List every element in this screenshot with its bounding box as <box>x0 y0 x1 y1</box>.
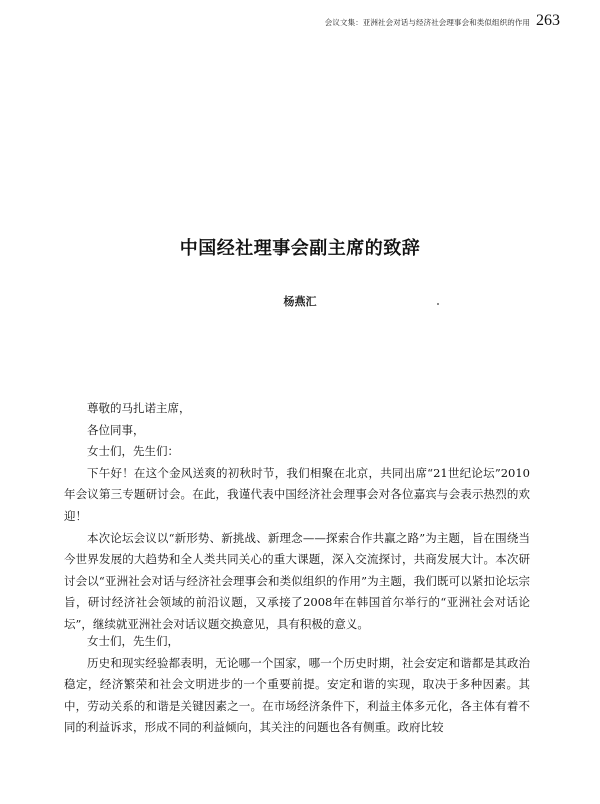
salutation-ladies-gentlemen: 女士们，先生们： <box>87 444 179 459</box>
salutation-colleagues: 各位同事， <box>87 422 145 437</box>
body-block-opening <box>64 398 530 636</box>
salutation-chairman: 尊敬的马扎诺主席， <box>87 401 191 415</box>
running-header <box>286 12 560 34</box>
salutation-ladies-gentlemen-2: 女士们，先生们， <box>87 634 179 648</box>
scan-speck <box>437 303 439 305</box>
page-number: 263 <box>536 12 560 29</box>
paragraph-history: 历史和现实经验都表明，无论哪一个国家，哪一个历史时期，社会安定和谐都是其政治稳定，经济繁荣和社会文明进步的一个重要前提。安定和谐的实现，取决于多种因素。其中，劳动关系的和谐是关键因素之一。在市场经济条件下，利益主体多元化，各主体有着不同的利益诉求，形成不同的利益倾向，其关注的问题也各有侧重。政府比较 <box>64 655 530 735</box>
article-title: 中国经社理事会副主席的致辞 <box>179 238 421 259</box>
author-name: 杨燕汇 <box>283 295 317 308</box>
paragraph-forum-theme: 本次论坛会议以“新形势、新挑战、新理念——探索合作共赢之路”为主题，旨在围绕当今世界发展的大趋势和全人类共同关心的重大课题，深入交流探讨，共商发展大计。本次研讨会以“亚洲社会对话与经济社会理事会和类似组织的作用”为主题，我们既可以紧扣论坛宗旨，研讨经济社会领域的前沿议题，又承接了2008年在韩国首尔举行的“亚洲社会对话论坛”，继续就亚洲社会对话议题交换意见，具有积极的意义。 <box>64 530 530 631</box>
body-block-history <box>64 631 530 739</box>
paragraph-welcome: 下午好！在这个金风送爽的初秋时节，我们相聚在北京，共同出席“21世纪论坛”2010年会议第三专题研讨会。在此，我谨代表中国经济社会理事会对各位嘉宾与会表示热烈的欢迎！ <box>64 465 530 523</box>
running-title: 会议文集：亚洲社会对话与经济社会理事会和类似组织的作用 <box>324 18 530 27</box>
